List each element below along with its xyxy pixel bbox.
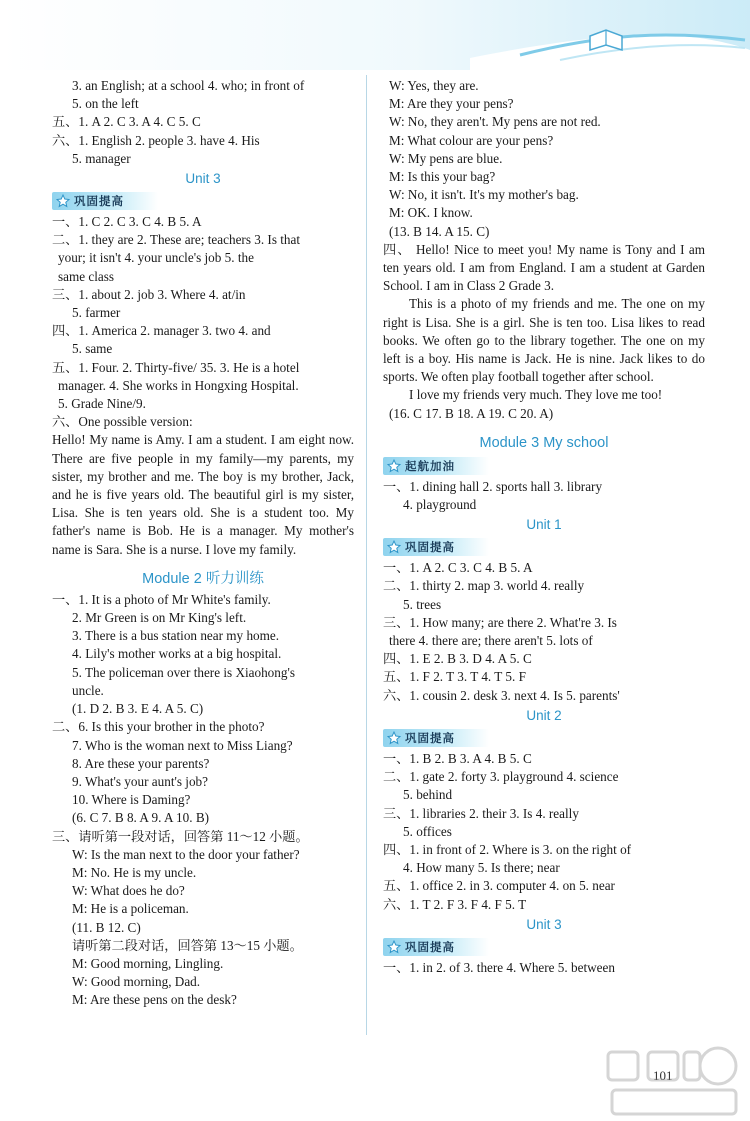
answer-line: 二、1. they are 2. These are; teachers 3. Is that — [52, 232, 301, 248]
answer-line: 5. trees — [403, 596, 442, 612]
answer-line: there 4. there are; there aren't 5. lots of — [389, 633, 593, 649]
answer-line: 10. Where is Daming? — [72, 792, 191, 808]
answer-line: 六、One possible version: — [52, 414, 193, 430]
answer-line: 三、请听第一段对话，回答第 11～12 小题。 — [52, 828, 309, 844]
answer-line: 3. There is a bus station near my home. — [72, 628, 280, 644]
answer-line: 2. Mr Green is on Mr King's left. — [72, 610, 247, 626]
unit-heading: Unit 1 — [526, 517, 562, 533]
left-column — [52, 77, 354, 1010]
answer-line: 一、1. A 2. C 3. C 4. B 5. A — [383, 560, 533, 576]
section-badge — [52, 191, 354, 211]
answer-line: same class — [58, 268, 115, 284]
answer-line: W: My pens are blue. — [389, 150, 503, 166]
answer-line: M: OK. I know. — [389, 205, 473, 221]
star-icon — [56, 194, 70, 208]
section-badge — [383, 937, 705, 957]
star-icon — [387, 540, 401, 554]
answer-line: 4. How many 5. Is there; near — [403, 860, 560, 876]
answer-line: 一、1. B 2. B 3. A 4. B 5. C — [383, 750, 532, 766]
star-icon — [387, 459, 401, 473]
answer-line: W: Yes, they are. — [389, 78, 479, 93]
answer-line: 4. playground — [403, 497, 477, 513]
section-badge-label: 巩固提高 — [74, 194, 124, 209]
answer-line: (13. B 14. A 15. C) — [389, 223, 490, 239]
answer-line: 一、1. It is a photo of Mr White's family. — [52, 591, 271, 607]
answer-line: (11. B 12. C) — [72, 919, 141, 935]
answer-line: M: He is a policeman. — [72, 901, 189, 917]
answer-line: 3. an English; at a school 4. who; in front of — [72, 78, 305, 93]
answer-line: 三、1. How many; are there 2. What're 3. Is — [383, 614, 617, 630]
answer-line: 4. Lily's mother works at a big hospital. — [72, 646, 282, 662]
section-badge-label: 起航加油 — [405, 458, 455, 473]
answer-line: 五、1. Four. 2. Thirty-five/ 35. 3. He is a hotel — [52, 359, 300, 375]
answer-line: 二、6. Is this your brother in the photo? — [52, 719, 265, 735]
answer-paragraph: Hello! My name is Amy. I am a student. I am eight now. There are five people in my family—my parents, my sister, my brother and me. The boy is my brother, Jack, and he is five years old. The beautiful girl is my sister, Lisa. She is ten years old. She is a student too. My father's name is Bob. He is a manager. My mother's name is Sara. She is a nurse. I love my family. — [52, 432, 354, 557]
header-swoosh — [0, 0, 750, 70]
answer-line: 9. What's your aunt's job? — [72, 773, 208, 789]
answer-line: 5. on the left — [72, 96, 139, 112]
module-heading: Module 3 My school — [479, 434, 609, 451]
answer-line: 7. Who is the woman next to Miss Liang? — [72, 737, 293, 753]
answer-line: 5. offices — [403, 823, 452, 839]
answer-line: manager. 4. She works in Hongxing Hospital. — [58, 377, 299, 393]
answer-line: uncle. — [72, 682, 104, 698]
section-badge-label: 巩固提高 — [405, 939, 455, 954]
answer-line: 六、1. T 2. F 3. F 4. F 5. T — [383, 896, 527, 912]
answer-line: 一、1. C 2. C 3. C 4. B 5. A — [52, 214, 202, 230]
page-number: 101 — [653, 1068, 673, 1083]
answer-line: 三、1. libraries 2. their 3. Is 4. really — [383, 805, 579, 821]
answer-line: W: Good morning, Dad. — [72, 974, 201, 990]
answer-line: 5. manager — [72, 150, 131, 166]
answer-line: 一、1. in 2. of 3. there 4. Where 5. between — [383, 959, 615, 975]
unit-heading: Unit 3 — [185, 171, 221, 187]
answer-line: M: Are these pens on the desk? — [72, 992, 237, 1008]
answer-paragraph: I love my friends very much. They love me too! — [409, 387, 663, 403]
answer-line: W: Is the man next to the door your father? — [72, 846, 300, 862]
answer-line: (1. D 2. B 3. E 4. A 5. C) — [72, 701, 204, 717]
answer-paragraph: 四、 Hello! Nice to meet you! My name is Tony and I am ten years old. I am from England. I am a student at Garden School. I am in Class 2 Grade 3. — [383, 241, 705, 294]
star-icon — [387, 731, 401, 745]
module-heading: Module 2 听力训练 — [142, 570, 264, 587]
answer-line: 六、1. English 2. people 3. have 4. His — [52, 132, 260, 148]
section-badge-label: 巩固提高 — [405, 540, 455, 555]
answer-line: 三、1. about 2. job 3. Where 4. at/in — [52, 286, 246, 302]
star-icon — [387, 940, 401, 954]
answer-line: (16. C 17. B 18. A 19. C 20. A) — [389, 405, 554, 421]
answer-line: 5. behind — [403, 787, 453, 803]
column-divider — [366, 75, 367, 1035]
watermark-logo — [598, 1044, 750, 1121]
unit-heading: Unit 3 — [526, 916, 562, 932]
answer-line: W: No, they aren't. My pens are not red. — [389, 114, 601, 130]
answer-line: W: What does he do? — [72, 883, 185, 899]
answer-line: 二、1. gate 2. forty 3. playground 4. science — [383, 769, 619, 785]
answer-line: M: Good morning, Lingling. — [72, 955, 224, 971]
answer-line: 5. farmer — [72, 305, 121, 321]
section-badge — [383, 537, 705, 557]
answer-line: M: Are they your pens? — [389, 96, 514, 112]
answer-line: your; it isn't 4. your uncle's job 5. the — [58, 250, 254, 266]
answer-line: 五、1. F 2. T 3. T 4. T 5. F — [383, 669, 526, 685]
answer-line: (6. C 7. B 8. A 9. A 10. B) — [72, 810, 210, 826]
answer-line: 5. The policeman over there is Xiaohong's — [72, 664, 295, 680]
unit-heading: Unit 2 — [526, 707, 562, 723]
answer-line: 四、1. E 2. B 3. D 4. A 5. C — [383, 651, 532, 667]
section-badge-label: 巩固提高 — [405, 730, 455, 745]
answer-line: 一、1. dining hall 2. sports hall 3. library — [383, 478, 603, 494]
answer-line: M: What colour are your pens? — [389, 132, 554, 148]
answer-line: 五、1. A 2. C 3. A 4. C 5. C — [52, 114, 201, 130]
answer-line: 5. Grade Nine/9. — [58, 396, 146, 412]
answer-line: M: No. He is my uncle. — [72, 864, 197, 880]
answer-line: 二、1. thirty 2. map 3. world 4. really — [383, 578, 585, 594]
right-column — [383, 77, 705, 977]
header-decoration — [0, 0, 750, 70]
section-badge — [383, 456, 705, 476]
answer-line: W: No, it isn't. It's my mother's bag. — [389, 187, 579, 203]
answer-line: 四、1. America 2. manager 3. two 4. and — [52, 323, 271, 339]
answer-paragraph: This is a photo of my friends and me. The one on my right is Lisa. She is a girl. She is ten too. Lisa likes to read books. We often go to the library together. The one on my left is a boy. His name is Jack. He is nine. Jack likes to do sports. We often play football together after school. — [383, 296, 705, 385]
answer-line: 5. same — [72, 341, 113, 357]
answer-line: 8. Are these your parents? — [72, 755, 210, 771]
answer-line: 请听第二段对话，回答第 13～15 小题。 — [72, 937, 303, 953]
answer-line: 五、1. office 2. in 3. computer 4. on 5. near — [383, 878, 615, 894]
answer-line: M: Is this your bag? — [389, 169, 496, 185]
section-badge — [383, 728, 705, 748]
answer-line: 四、1. in front of 2. Where is 3. on the right of — [383, 841, 632, 857]
answer-line: 六、1. cousin 2. desk 3. next 4. Is 5. parents' — [383, 687, 620, 703]
